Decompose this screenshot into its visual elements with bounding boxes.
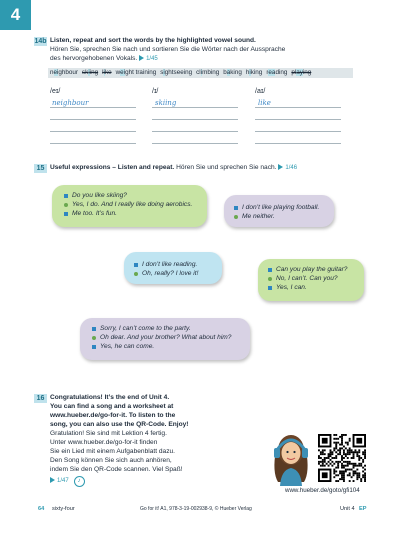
ex16-line-3: Sie ein Lied mit einem Aufgabenblatt dazu. xyxy=(50,448,175,455)
answer-line xyxy=(50,143,136,144)
word-bank-item: neighbour xyxy=(50,69,79,76)
answer-line xyxy=(152,143,238,144)
answer-line xyxy=(50,131,136,132)
exercise-number-14b: 14b xyxy=(34,38,47,45)
music-note-icon: ♪ xyxy=(74,476,85,487)
exercise-number-15: 15 xyxy=(34,164,47,173)
speech-bubble-reading xyxy=(124,252,222,284)
bubble3-line1: I don’t like reading. xyxy=(134,261,197,268)
bubble1-line1: Do you like skiing? xyxy=(64,192,127,199)
audio-button[interactable]: 1/46 xyxy=(278,165,297,171)
word-bank-item: baking xyxy=(223,69,242,76)
page-number: 64 xyxy=(38,506,45,512)
play-icon xyxy=(50,477,55,483)
qr-code[interactable] xyxy=(318,434,366,482)
word-bank-item: eading xyxy=(268,69,288,76)
column-head-i: /ɪ/ xyxy=(152,88,159,95)
column-head-ai: /aɪ/ xyxy=(255,88,266,95)
answer-line xyxy=(152,131,238,132)
column-head-ei: /eɪ/ xyxy=(50,88,61,95)
bubble4-line1: Can you play the guitar? xyxy=(268,266,347,273)
page-number-word: sixty-four xyxy=(52,506,75,512)
exercise-15-title: Useful expressions – Listen and repeat. Hören Sie und sprechen Sie nach. 1/46 xyxy=(50,164,298,171)
footer-credit: Go for it! A1, 978-3-19-002938-9, © Hueber Verlag xyxy=(140,506,252,512)
ex16-bold-1: Congratulations! It’s the end of Unit 4. xyxy=(50,394,170,401)
girl-headphones-illustration xyxy=(268,428,314,486)
bubble5-line2: Oh dear. And your brother? What about him? xyxy=(92,334,231,341)
answer-line xyxy=(50,119,136,120)
bubble5-line1: Sorry, I can’t come to the party. xyxy=(92,325,191,332)
ex16-bold-4: song, you can also use the QR-Code. Enjoy! xyxy=(50,421,189,428)
play-icon xyxy=(278,164,283,170)
exercise-14b-instruction-1: Hören Sie, sprechen Sie nach und sortieren Sie die Wörter nach der Aussprache xyxy=(50,46,286,53)
answer-line xyxy=(255,143,341,144)
ex16-line-4: Den Song können Sie sich auch anhören, xyxy=(50,457,172,464)
answer-ai: like xyxy=(258,99,271,107)
answer-ei: neighbour xyxy=(52,99,89,107)
word-bank-item: weight training xyxy=(115,69,157,76)
audio-button[interactable]: 1/47 xyxy=(50,478,69,484)
ex16-bold-2: You can find a song and a worksheet at xyxy=(50,403,174,410)
ex16-audio-row xyxy=(50,476,85,487)
bubble1-line2: Yes, I do. And I really like doing aerobics. xyxy=(64,201,192,208)
answer-line xyxy=(50,107,136,108)
bubble4-line3: Yes, I can. xyxy=(268,284,307,291)
exercise-14b-title: Listen, repeat and sort the words by the highlighted vowel sound. xyxy=(50,37,256,44)
answer-line xyxy=(255,107,341,108)
word-bank-item: playing xyxy=(291,69,312,76)
ex16-line-1: Gratulation! Sie sind mit Lektion 4 fertig. xyxy=(50,430,167,437)
speech-bubble-football xyxy=(224,195,334,227)
bubble2-line2: Me neither. xyxy=(234,213,275,220)
footer-ep: EP xyxy=(359,506,367,512)
exercise-number-16: 16 xyxy=(34,394,47,403)
play-icon xyxy=(139,55,144,61)
word-bank xyxy=(48,68,353,78)
answer-line xyxy=(152,107,238,108)
word-bank-item: like xyxy=(102,69,112,76)
ex16-line-2: Unter www.hueber.de/go-for-it finden xyxy=(50,439,158,446)
bubble1-line3: Me too. It’s fun. xyxy=(64,210,117,217)
bubble2-line1: I don’t like playing football. xyxy=(234,204,319,211)
qr-url[interactable]: www.hueber.de/goto/gfi104 xyxy=(285,487,360,494)
word-bank-item: hiking xyxy=(245,69,263,76)
bubble5-line3: Yes, he can come. xyxy=(92,343,154,350)
word-bank-item: climbing xyxy=(196,69,220,76)
answer-i: skiing xyxy=(155,99,177,107)
answer-line xyxy=(255,131,341,132)
exercise-14b-instruction-2: des hervorgehobenen Vokals. 1/45 xyxy=(50,55,158,62)
bubble3-line2: Oh, really? I love it! xyxy=(134,270,198,277)
ex16-bold-3: www.hueber.de/go-for-it. To listen to the xyxy=(50,412,176,419)
word-bank-item: sightseeing xyxy=(160,69,193,76)
answer-line xyxy=(152,119,238,120)
ex16-line-5: indem Sie den QR-Code scannen. Viel Spaß! xyxy=(50,466,183,473)
answer-line xyxy=(255,119,341,120)
word-bank-item: skiing xyxy=(82,69,99,76)
footer-unit: Unit 4 xyxy=(340,506,355,512)
unit-tab: 4 xyxy=(0,0,31,30)
audio-button[interactable]: 1/45 xyxy=(139,56,158,62)
bubble4-line2: No, I can’t. Can you? xyxy=(268,275,338,282)
